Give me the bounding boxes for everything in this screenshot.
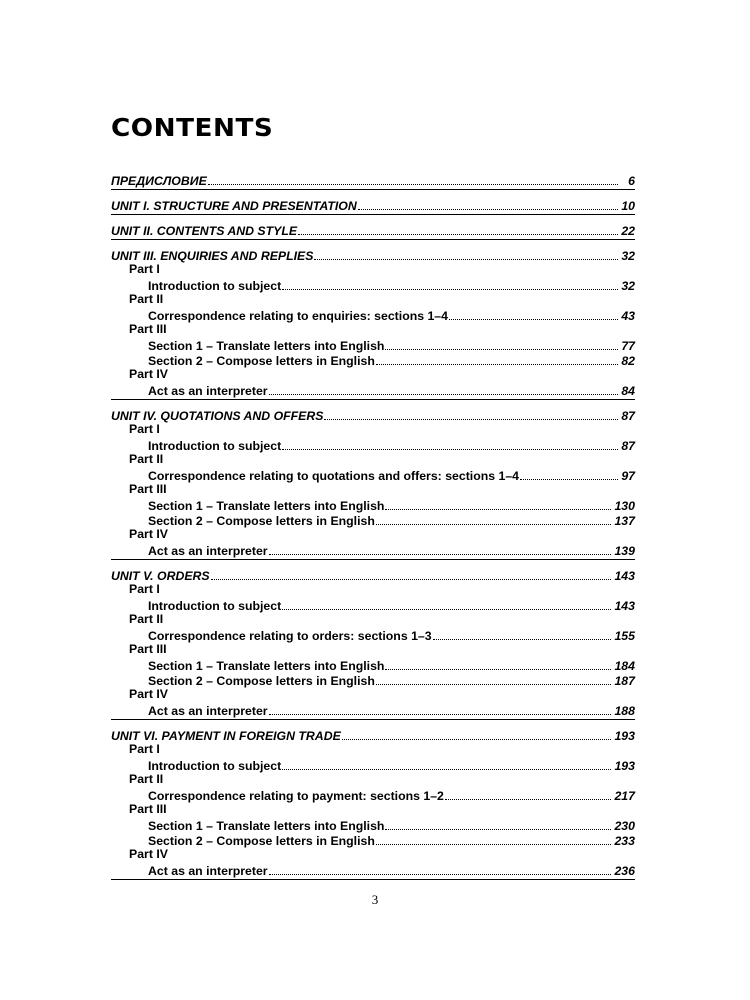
- toc-entry-title: Section 2 – Compose letters in English: [148, 834, 375, 848]
- toc-unit-entry[interactable]: [111, 222, 635, 237]
- toc-entry-title: Act as an interpreter: [148, 544, 268, 558]
- dot-leader: [269, 702, 612, 715]
- dot-leader: [385, 497, 611, 510]
- toc-page-number: 87: [621, 409, 635, 423]
- toc-part-label: Part III: [129, 642, 167, 656]
- toc-page-number: 193: [614, 729, 635, 743]
- toc-part-label: Part I: [129, 422, 160, 436]
- toc-part-label: Part III: [129, 482, 167, 496]
- toc-entry-title: Introduction to subject: [148, 759, 282, 773]
- toc-entry-title: UNIT VI. PAYMENT IN FOREIGN TRADE: [111, 729, 341, 743]
- dot-leader: [342, 727, 612, 740]
- toc-unit: [111, 727, 635, 880]
- dot-leader: [324, 407, 618, 420]
- dot-leader: [520, 467, 618, 480]
- toc-entry-title: Act as an interpreter: [148, 864, 268, 878]
- toc-entry-title: Section 2 – Compose letters in English: [148, 354, 375, 368]
- toc-unit: [111, 407, 635, 560]
- dot-leader: [385, 657, 611, 670]
- dot-leader: [449, 307, 618, 320]
- dot-leader: [208, 172, 618, 185]
- table-of-contents: [111, 172, 635, 880]
- toc-unit: [111, 222, 635, 240]
- toc-unit: [111, 247, 635, 400]
- toc-part-label: Part II: [129, 452, 164, 466]
- toc-section-entry[interactable]: [111, 702, 635, 717]
- toc-unit-entry[interactable]: [111, 247, 635, 262]
- toc-page-number: 155: [614, 629, 635, 643]
- toc-part-label: Part IV: [129, 527, 168, 541]
- toc-part-label: Part I: [129, 262, 160, 276]
- toc-section-entry[interactable]: [111, 337, 635, 352]
- toc-page-number: 10: [621, 199, 635, 213]
- toc-section-entry[interactable]: [111, 382, 635, 397]
- toc-page-number: 84: [621, 384, 635, 398]
- toc-section-entry[interactable]: [111, 672, 635, 687]
- toc-page-number: 143: [614, 599, 635, 613]
- dot-leader: [358, 197, 618, 210]
- toc-entry-title: Correspondence relating to enquiries: sections 1–4: [148, 309, 448, 323]
- toc-section-entry[interactable]: [111, 277, 635, 292]
- dot-leader: [445, 787, 612, 800]
- toc-page-number: 236: [614, 864, 635, 878]
- toc-unit-entry[interactable]: [111, 567, 635, 582]
- toc-unit-entry[interactable]: [111, 197, 635, 212]
- dot-leader: [376, 352, 618, 365]
- dot-leader: [282, 597, 611, 610]
- toc-page-number: 32: [621, 249, 635, 263]
- toc-section-entry[interactable]: [111, 512, 635, 527]
- toc-part-label: Part IV: [129, 687, 168, 701]
- toc-page-number: 32: [621, 279, 635, 293]
- toc-page-number: 187: [614, 674, 635, 688]
- toc-section-entry[interactable]: [111, 542, 635, 557]
- toc-entry-title: UNIT III. ENQUIRIES AND REPLIES: [111, 249, 314, 263]
- toc-section-entry[interactable]: [111, 307, 635, 322]
- toc-part-label: Part II: [129, 612, 164, 626]
- toc-section-entry[interactable]: [111, 437, 635, 452]
- toc-entry-title: Correspondence relating to quotations and offers: sections 1–4: [148, 469, 520, 483]
- dot-leader: [385, 337, 618, 350]
- toc-entry-title: Introduction to subject: [148, 279, 282, 293]
- dot-leader: [282, 437, 618, 450]
- toc-unit-entry[interactable]: [111, 172, 635, 187]
- page-number: 3: [371, 892, 379, 907]
- dot-leader: [269, 542, 612, 555]
- toc-entry-title: Correspondence relating to orders: sections 1–3: [148, 629, 432, 643]
- toc-page-number: 43: [621, 309, 635, 323]
- toc-section-entry[interactable]: [111, 497, 635, 512]
- toc-section-entry[interactable]: [111, 817, 635, 832]
- toc-page-number: 230: [614, 819, 635, 833]
- toc-part-label: Part I: [129, 742, 160, 756]
- toc-page-number: 193: [614, 759, 635, 773]
- toc-unit: [111, 567, 635, 720]
- toc-entry-title: Section 1 – Translate letters into English: [148, 659, 385, 673]
- dot-leader: [269, 862, 612, 875]
- toc-part-label: Part IV: [129, 367, 168, 381]
- toc-section-entry[interactable]: [111, 832, 635, 847]
- dot-leader: [211, 567, 612, 580]
- toc-part-label: Part IV: [129, 847, 168, 861]
- dot-leader: [298, 222, 618, 235]
- toc-part-label: Part I: [129, 582, 160, 596]
- toc-page-number: 87: [621, 439, 635, 453]
- toc-section-entry[interactable]: [111, 757, 635, 772]
- toc-page-number: 6: [628, 174, 635, 188]
- toc-page-number: 137: [614, 514, 635, 528]
- toc-entry-title: Correspondence relating to payment: sections 1–2: [148, 789, 444, 803]
- dot-leader: [282, 277, 618, 290]
- toc-page-number: 233: [614, 834, 635, 848]
- dot-leader: [385, 817, 611, 830]
- toc-part-label: Part II: [129, 292, 164, 306]
- toc-entry-title: Section 1 – Translate letters into English: [148, 819, 385, 833]
- toc-part-label: Part II: [129, 772, 164, 786]
- toc-entry-title: Section 2 – Compose letters in English: [148, 514, 375, 528]
- toc-page-number: 97: [621, 469, 635, 483]
- dot-leader: [314, 247, 618, 260]
- contents-title: CONTENTS: [111, 113, 274, 142]
- toc-section-entry[interactable]: [111, 597, 635, 612]
- toc-entry-title: UNIT I. STRUCTURE AND PRESENTATION: [111, 199, 357, 213]
- toc-section-entry[interactable]: [111, 352, 635, 367]
- toc-entry-title: Section 1 – Translate letters into English: [148, 339, 385, 353]
- toc-page-number: 130: [614, 499, 635, 513]
- toc-entry-title: Act as an interpreter: [148, 384, 268, 398]
- dot-leader: [433, 627, 612, 640]
- dot-leader: [376, 672, 612, 685]
- toc-entry-title: Introduction to subject: [148, 439, 282, 453]
- toc-unit-entry[interactable]: [111, 727, 635, 742]
- toc-entry-title: Act as an interpreter: [148, 704, 268, 718]
- dot-leader: [269, 382, 618, 395]
- toc-section-entry[interactable]: [111, 787, 635, 802]
- dot-leader: [376, 832, 612, 845]
- toc-section-entry[interactable]: [111, 657, 635, 672]
- toc-page-number: 22: [621, 224, 635, 238]
- toc-section-entry[interactable]: [111, 862, 635, 877]
- toc-page-number: 184: [614, 659, 635, 673]
- dot-leader: [376, 512, 612, 525]
- toc-unit: [111, 197, 635, 215]
- toc-page-number: 188: [614, 704, 635, 718]
- toc-page-number: 82: [621, 354, 635, 368]
- toc-page-number: 77: [621, 339, 635, 353]
- toc-part-label: Part III: [129, 322, 167, 336]
- toc-entry-title: Section 1 – Translate letters into English: [148, 499, 385, 513]
- toc-unit: [111, 172, 635, 190]
- toc-page-number: 217: [614, 789, 635, 803]
- toc-part-label: Part III: [129, 802, 167, 816]
- toc-section-entry[interactable]: [111, 467, 635, 482]
- toc-entry-title: Section 2 – Compose letters in English: [148, 674, 375, 688]
- toc-page-number: 143: [614, 569, 635, 583]
- toc-entry-title: UNIT V. ORDERS: [111, 569, 210, 583]
- toc-page-number: 139: [614, 544, 635, 558]
- toc-section-entry[interactable]: [111, 627, 635, 642]
- toc-entry-title: ПРЕДИСЛОВИЕ: [111, 174, 207, 188]
- toc-entry-title: UNIT II. CONTENTS AND STYLE: [111, 224, 298, 238]
- dot-leader: [282, 757, 611, 770]
- toc-entry-title: Introduction to subject: [148, 599, 282, 613]
- toc-unit-entry[interactable]: [111, 407, 635, 422]
- toc-entry-title: UNIT IV. QUOTATIONS AND OFFERS: [111, 409, 324, 423]
